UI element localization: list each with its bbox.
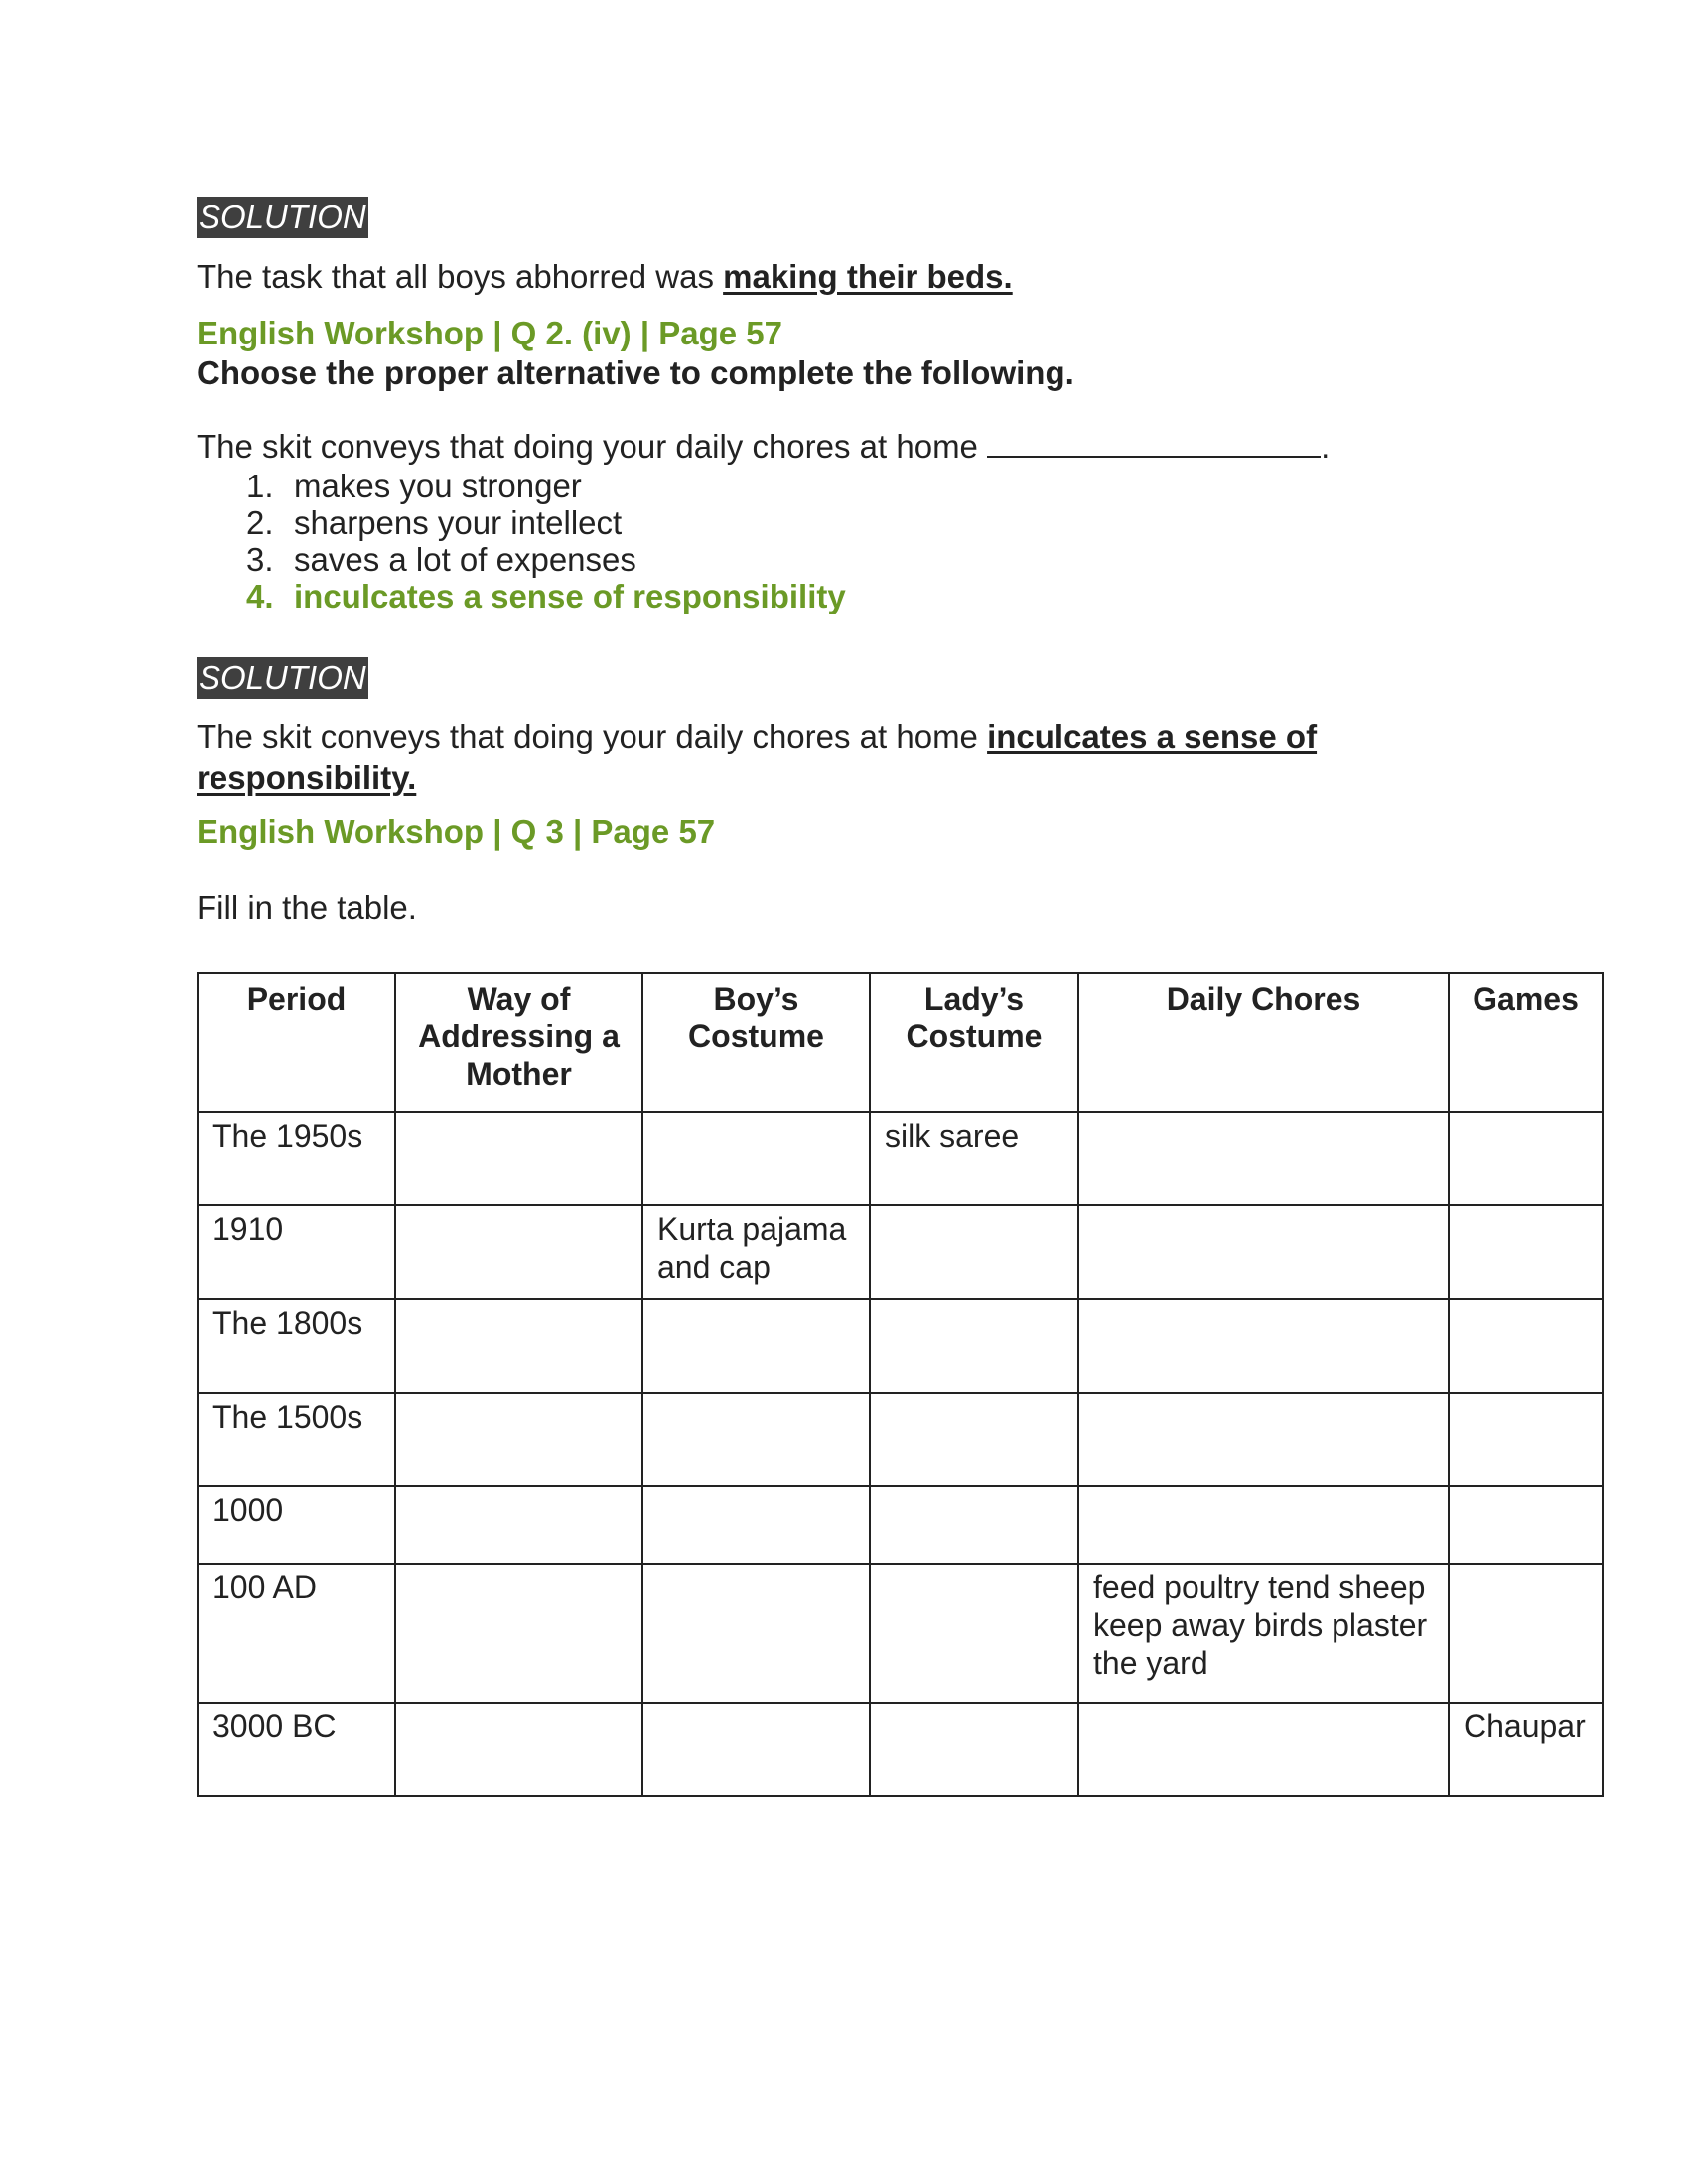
solution-label: SOLUTION bbox=[197, 657, 368, 699]
table-cell: The 1950s bbox=[198, 1112, 395, 1205]
option-number: 1. bbox=[246, 468, 274, 504]
answer-blank bbox=[987, 428, 1321, 458]
solution-badge-1 bbox=[197, 197, 368, 238]
table-row bbox=[198, 1299, 1603, 1393]
table-cell bbox=[1078, 1299, 1449, 1393]
period-table bbox=[197, 972, 1604, 1797]
table-row bbox=[198, 1703, 1603, 1796]
table-cell: silk saree bbox=[870, 1112, 1078, 1205]
table-cell bbox=[1449, 1393, 1603, 1486]
table-cell bbox=[870, 1393, 1078, 1486]
table-cell bbox=[870, 1299, 1078, 1393]
table-cell: 3000 BC bbox=[198, 1703, 395, 1796]
options-list bbox=[197, 468, 846, 614]
table-cell bbox=[1078, 1703, 1449, 1796]
table-cell bbox=[642, 1299, 870, 1393]
option-item bbox=[197, 468, 846, 504]
table-cell bbox=[1078, 1112, 1449, 1205]
question-2-instruction: Choose the proper alternative to complete the following. bbox=[197, 354, 1074, 391]
table-cell: Kurta pajama and cap bbox=[642, 1205, 870, 1299]
table-cell bbox=[395, 1112, 642, 1205]
solution-badge-2 bbox=[197, 657, 368, 699]
solution-2-text bbox=[197, 716, 1338, 799]
column-header-period: Period bbox=[198, 973, 395, 1112]
table-cell: 1000 bbox=[198, 1486, 395, 1564]
table-cell bbox=[395, 1205, 642, 1299]
question-2-stem bbox=[197, 426, 1330, 468]
question-2-stem-text: The skit conveys that doing your daily chores at home bbox=[197, 428, 988, 465]
table-cell bbox=[870, 1564, 1078, 1703]
table-cell bbox=[1449, 1299, 1603, 1393]
table-row bbox=[198, 1486, 1603, 1564]
table-cell bbox=[642, 1486, 870, 1564]
table-cell bbox=[642, 1112, 870, 1205]
column-header-ladys-costume: Lady’s Costume bbox=[870, 973, 1078, 1112]
table-cell bbox=[870, 1703, 1078, 1796]
table-cell bbox=[1449, 1486, 1603, 1564]
solution-2-answer: inculcates a sense of responsibility. bbox=[197, 718, 1318, 796]
table-cell bbox=[395, 1703, 642, 1796]
solution-label: SOLUTION bbox=[197, 197, 368, 238]
option-item bbox=[197, 504, 846, 541]
solution-1-text bbox=[197, 256, 1013, 298]
table-cell: Chaupar bbox=[1449, 1703, 1603, 1796]
option-item bbox=[197, 541, 846, 578]
question-2-heading: English Workshop | Q 2. (iv) | Page 57 bbox=[197, 315, 782, 351]
table-row bbox=[198, 1112, 1603, 1205]
question-3-heading: English Workshop | Q 3 | Page 57 bbox=[197, 813, 716, 850]
solution-1-answer: making their beds. bbox=[723, 258, 1013, 295]
option-number: 4. bbox=[246, 578, 274, 614]
table-header-row bbox=[198, 973, 1603, 1112]
table-cell bbox=[642, 1703, 870, 1796]
option-text: makes you stronger bbox=[294, 468, 582, 504]
table-cell bbox=[395, 1486, 642, 1564]
table-cell bbox=[1078, 1393, 1449, 1486]
column-header-games: Games bbox=[1449, 973, 1603, 1112]
table-cell: The 1500s bbox=[198, 1393, 395, 1486]
column-header-boys-costume: Boy’s Costume bbox=[642, 973, 870, 1112]
table-cell bbox=[1078, 1205, 1449, 1299]
option-text: sharpens your intellect bbox=[294, 504, 623, 541]
question-3-instruction: Fill in the table. bbox=[197, 889, 417, 926]
solution-2-prefix: The skit conveys that doing your daily chores at home bbox=[197, 718, 988, 754]
column-header-addressing: Way of Addressing a Mother bbox=[395, 973, 642, 1112]
option-item-correct bbox=[197, 578, 846, 614]
column-header-daily-chores: Daily Chores bbox=[1078, 973, 1449, 1112]
table-cell bbox=[395, 1299, 642, 1393]
option-number: 3. bbox=[246, 541, 274, 578]
table-row bbox=[198, 1393, 1603, 1486]
question-2-stem-end: . bbox=[1321, 428, 1331, 465]
table-cell bbox=[1449, 1564, 1603, 1703]
option-text: inculcates a sense of responsibility bbox=[294, 578, 846, 614]
option-text: saves a lot of expenses bbox=[294, 541, 636, 578]
table-cell bbox=[642, 1564, 870, 1703]
table-cell bbox=[1449, 1205, 1603, 1299]
table-row bbox=[198, 1564, 1603, 1703]
table-row bbox=[198, 1205, 1603, 1299]
solution-1-prefix: The task that all boys abhorred was bbox=[197, 258, 724, 295]
table-cell: 1910 bbox=[198, 1205, 395, 1299]
table-cell: 100 AD bbox=[198, 1564, 395, 1703]
table-cell bbox=[642, 1393, 870, 1486]
option-number: 2. bbox=[246, 504, 274, 541]
table-cell bbox=[395, 1564, 642, 1703]
table-cell bbox=[395, 1393, 642, 1486]
table-cell bbox=[870, 1486, 1078, 1564]
table-cell: The 1800s bbox=[198, 1299, 395, 1393]
table-cell bbox=[870, 1205, 1078, 1299]
table-cell bbox=[1078, 1486, 1449, 1564]
table-cell: feed poultry tend sheep keep away birds plaster the yard bbox=[1078, 1564, 1449, 1703]
table-cell bbox=[1449, 1112, 1603, 1205]
